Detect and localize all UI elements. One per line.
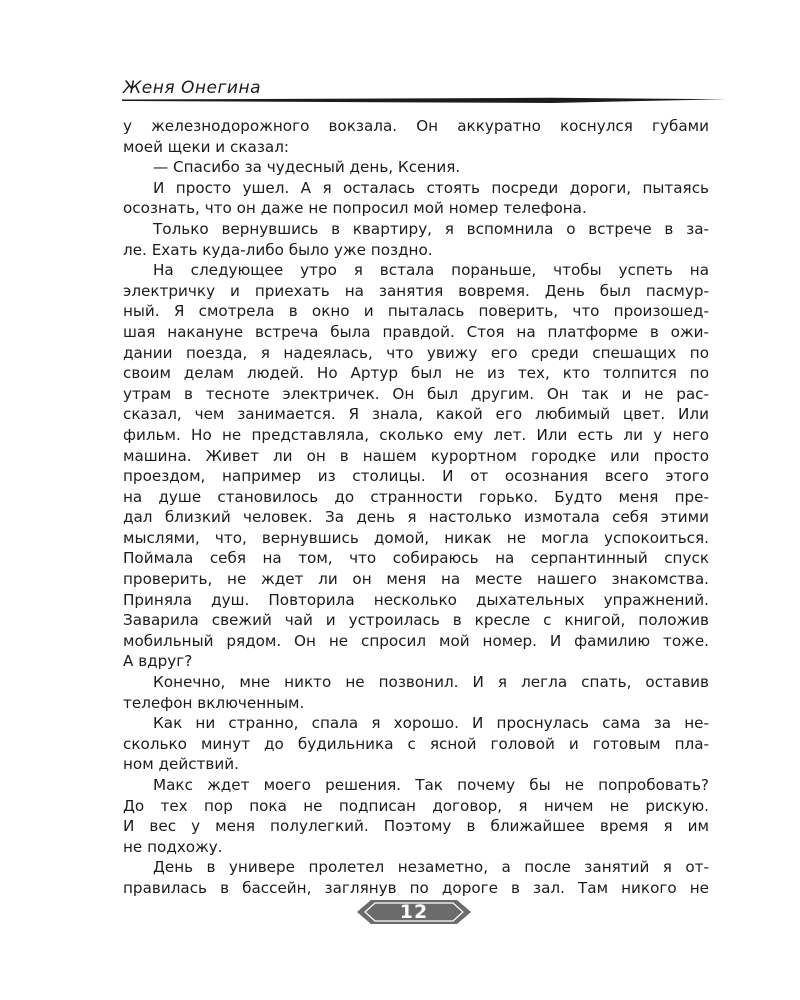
page-text: [123, 116, 709, 899]
text-line: не подхожу.: [123, 837, 223, 856]
text-line: сколько минут до будильника с ясной головой и готовым пла-: [123, 734, 709, 753]
text-line: дании поезда, я надеялась, что увижу его среди спешащих по: [123, 343, 709, 362]
text-line: ном действий.: [123, 755, 239, 774]
text-line: сказал, чем занимается. Я знала, какой его любимый цвет. Или: [123, 405, 709, 424]
text-line: И просто ушел. А я осталась стоять посреди дороги, пытаясь: [153, 178, 709, 197]
text-line: осознать, что он даже не попросил мой номер телефона.: [123, 199, 587, 218]
text-line: ный. Я смотрела в окно и пыталась поверить, что произошед-: [123, 302, 709, 321]
text-line: Как ни странно, спала я хорошо. И проснулась сама за не-: [153, 714, 709, 733]
text-line: Приняла душ. Повторила несколько дыхательных упражнений.: [123, 590, 709, 609]
text-line: проверить, не ждет ли он меня на месте нашего знакомства.: [123, 570, 709, 589]
text-line: ле. Ехать куда-либо было уже поздно.: [123, 240, 433, 259]
header-rule: [122, 97, 726, 104]
text-line: — Спасибо за чудесный день, Ксения.: [153, 158, 461, 177]
text-line: фильм. Но не представляла, сколько ему лет. Или есть ли у него: [123, 425, 709, 444]
text-line: мыслями, что, вернувшись домой, никак не могла успокоиться.: [123, 528, 709, 547]
running-header-author: Женя Онегина: [123, 78, 261, 98]
text-line: проездом, например из столицы. И от осознания всего этого: [123, 467, 709, 486]
text-line: машина. Живет ли он в нашем курортном городке или просто: [123, 446, 709, 465]
text-line: Только вернувшись в квартиру, я вспомнила о встрече в за-: [153, 219, 709, 238]
text-line: И вес у меня полулегкий. Поэтому в ближайшее время я им: [123, 817, 709, 836]
text-line: На следующее утро я встала пораньше, чтобы успеть на: [153, 261, 709, 280]
text-line: своим делам людей. Но Артур был не из тех, кто толпится по: [123, 364, 709, 383]
text-line: на душе становилось до странности горько. Будто меня пре-: [123, 487, 709, 506]
text-line: у железнодорожного вокзала. Он аккуратно коснулся губами: [123, 117, 709, 135]
page-number: 12: [399, 901, 429, 923]
text-line: А вдруг?: [123, 652, 193, 671]
text-line: телефон включенным.: [123, 693, 305, 712]
text-line: шая накануне встреча была правдой. Стоя на платформе в ожи-: [123, 322, 709, 341]
text-line: Поймала себя на том, что собираюсь на серпантинный спуск: [123, 549, 709, 568]
text-line: правилась в бассейн, заглянув по дороге в зал. Там никого не: [123, 878, 709, 897]
text-line: дал близкий человек. За день я настолько измотала себя этими: [123, 508, 709, 527]
text-line: До тех пор пока не подписан договор, я ничем не рискую.: [123, 796, 709, 815]
text-line: Заварила свежий чай и устроилась в кресле с книгой, положив: [123, 611, 709, 630]
text-line: электричку и приехать на занятия вовремя. День был пасмур-: [123, 281, 709, 300]
text-line: моей щеки и сказал:: [123, 137, 290, 156]
text-line: утрам в тесноте электричек. Он был другим. Он так и не рас-: [123, 384, 709, 403]
text-line: Макс ждет моего решения. Так почему бы не попробовать?: [153, 776, 709, 794]
text-line: мобильный рядом. Он не спросил мой номер. И фамилию тоже.: [123, 631, 709, 650]
text-line: День в универе пролетел незаметно, а после занятий я от-: [153, 858, 709, 877]
text-line: Конечно, мне никто не позвонил. И я легла спать, оставив: [153, 673, 709, 692]
